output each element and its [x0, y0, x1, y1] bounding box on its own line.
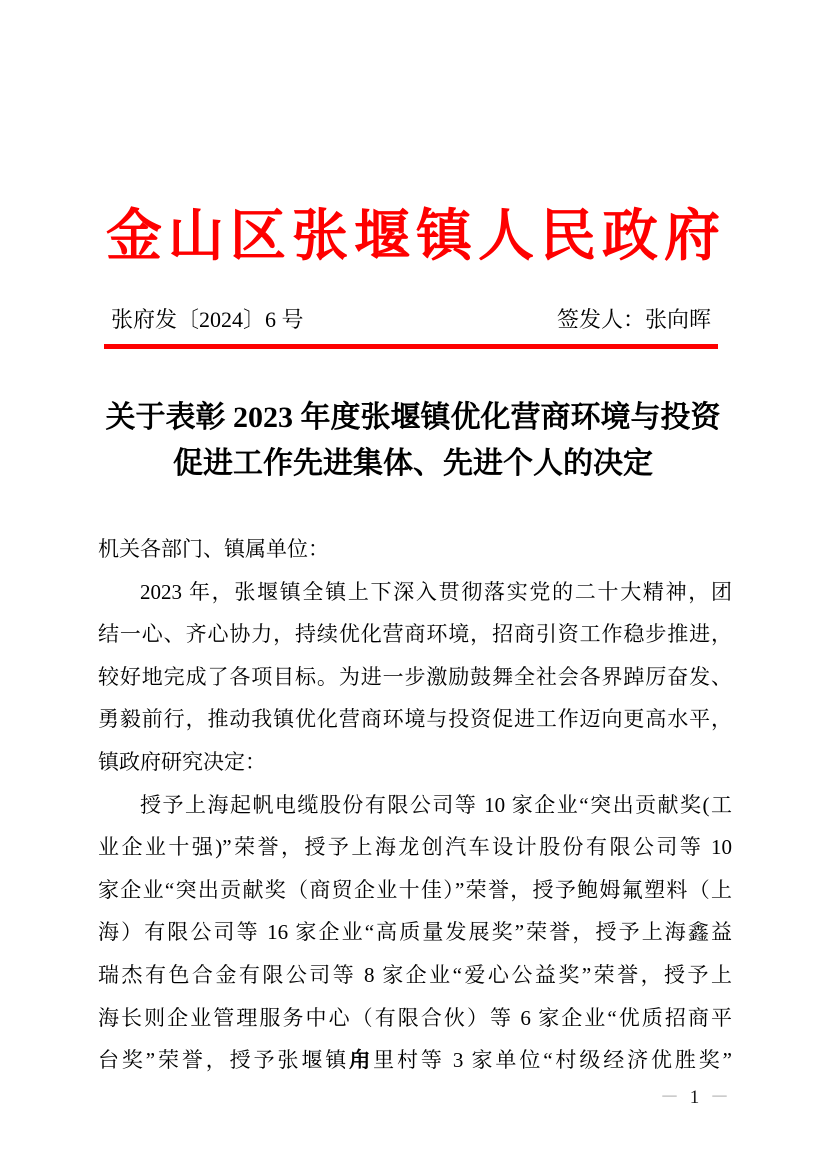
body-line: 授予上海起帆电缆股份有限公司等 10 家企业“突出贡献奖(工: [140, 792, 732, 817]
page-number-dash-right: －: [709, 1087, 732, 1108]
body-line: 2023 年，张堰镇全镇上下深入贯彻落实党的二十大精神，团: [140, 579, 732, 604]
body-last-line-pre: 台奖”荣誉，授予张堰镇: [98, 1048, 350, 1073]
body-line: 海）有限公司等 16 家企业“高质量发展奖”荣誉，授予上海鑫益: [98, 920, 732, 945]
page-number-dash-left: －: [659, 1087, 682, 1108]
body-last-line-post: 里村等 3 家单位“村级经济优胜奖”: [373, 1048, 732, 1073]
document-body: [98, 528, 732, 1082]
body-line: 镇政府研究决定：: [98, 749, 266, 774]
issuer-name: 签发人：张向晖: [556, 307, 711, 332]
document-title-line-2: 促进工作先进集体、先进个人的决定: [173, 447, 653, 480]
document-title-line-1: 关于表彰 2023 年度张堰镇优化营商环境与投资: [105, 401, 721, 434]
body-line-salutation: 机关各部门、镇属单位：: [98, 537, 329, 561]
body-line-last: [98, 1039, 732, 1082]
body-line: 较好地完成了各项目标。为进一步激励鼓舞全社会各界踔厉奋发、: [98, 664, 732, 689]
document-number-row: [111, 303, 711, 334]
body-line: 勇毅前行，推动我镇优化营商环境与投资促进工作迈向更高水平，: [98, 707, 732, 732]
document-number: 张府发〔2024〕6 号: [111, 307, 304, 332]
government-letterhead-title: 金山区张堰镇人民政府: [106, 206, 726, 268]
body-line: 结一心、齐心协力，持续优化营商环境，招商引资工作稳步推进，: [98, 622, 732, 647]
document-title: [48, 395, 778, 487]
page-number-value: 1: [689, 1087, 703, 1108]
fallback-glyph-lu: 甪: [349, 1048, 374, 1073]
red-divider-rule: [104, 344, 718, 349]
body-line: 海长则企业管理服务中心（有限合伙）等 6 家企业“优质招商平: [98, 1005, 732, 1030]
page-number: [660, 1082, 732, 1109]
body-line: 瑞杰有色合金有限公司等 8 家企业“爱心公益奖”荣誉，授予上: [98, 962, 732, 987]
body-line: 业企业十强)”荣誉，授予上海龙创汽车设计股份有限公司等 10: [98, 835, 732, 860]
body-line: 家企业“突出贡献奖（商贸企业十佳）”荣誉，授予鲍姆氟塑料（上: [98, 877, 732, 902]
